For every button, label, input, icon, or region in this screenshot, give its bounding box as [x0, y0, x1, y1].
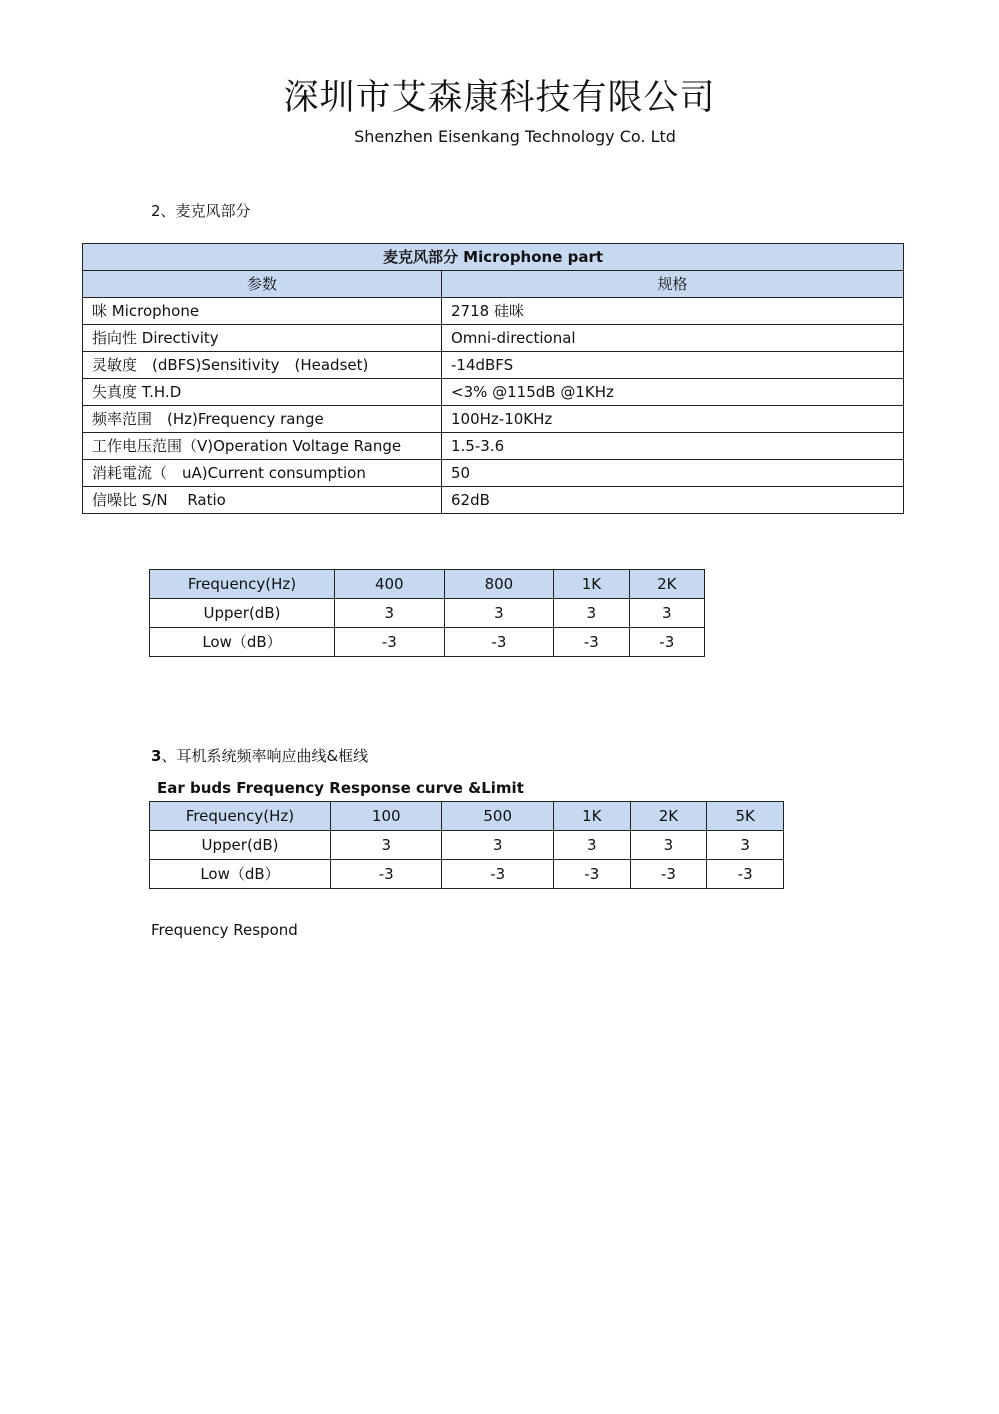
low-cell: -3: [554, 628, 629, 657]
spec-cell: 1.5-3.6: [442, 433, 904, 460]
frequency-cell: 1K: [554, 570, 629, 599]
spec-table-caption-row: [83, 244, 904, 271]
frequency-cell: 500: [442, 802, 553, 831]
microphone-frequency-limit-table: [149, 569, 705, 657]
param-cell: 消耗電流（ uA)Current consumption: [83, 460, 442, 487]
microphone-spec-table: [82, 243, 904, 514]
section-heading-microphone: 2、麦克风部分: [151, 202, 251, 220]
frequency-header-row: [150, 570, 705, 599]
frequency-cell: 2K: [629, 570, 704, 599]
spec-cell: 100Hz-10KHz: [442, 406, 904, 433]
param-cell: 灵敏度 (dBFS)Sensitivity (Headset): [83, 352, 442, 379]
table-row: [83, 352, 904, 379]
upper-cell: 3: [442, 831, 553, 860]
spec-table-caption: 麦克风部分 Microphone part: [83, 244, 904, 271]
low-cell: -3: [630, 860, 707, 889]
frequency-header-row: [150, 802, 784, 831]
upper-limit-row: [150, 831, 784, 860]
param-cell: 失真度 T.H.D: [83, 379, 442, 406]
column-header-param: 参数: [83, 271, 442, 298]
section-heading-text: 、耳机系统频率响应曲线&框线: [161, 747, 369, 765]
low-cell: -3: [707, 860, 784, 889]
low-cell: -3: [331, 860, 442, 889]
low-limit-row: [150, 628, 705, 657]
param-cell: 咪 Microphone: [83, 298, 442, 325]
table-row: [83, 406, 904, 433]
low-label: Low（dB）: [150, 860, 331, 889]
upper-cell: 3: [335, 599, 445, 628]
earbuds-frequency-limit-table: [149, 801, 784, 889]
low-cell: -3: [442, 860, 553, 889]
low-cell: -3: [444, 628, 554, 657]
spec-cell: 50: [442, 460, 904, 487]
low-cell: -3: [629, 628, 704, 657]
low-cell: -3: [335, 628, 445, 657]
low-limit-row: [150, 860, 784, 889]
frequency-cell: 1K: [553, 802, 630, 831]
param-cell: 信噪比 S/N Ratio: [83, 487, 442, 514]
upper-cell: 3: [331, 831, 442, 860]
frequency-cell: 100: [331, 802, 442, 831]
table-row: [83, 433, 904, 460]
low-cell: -3: [553, 860, 630, 889]
frequency-cell: 400: [335, 570, 445, 599]
table-row: [83, 379, 904, 406]
table-row: [83, 298, 904, 325]
frequency-cell: 800: [444, 570, 554, 599]
upper-cell: 3: [554, 599, 629, 628]
table-row: [83, 460, 904, 487]
frequency-cell: 2K: [630, 802, 707, 831]
spec-cell: 2718 硅咪: [442, 298, 904, 325]
upper-label: Upper(dB): [150, 831, 331, 860]
spec-cell: Omni-directional: [442, 325, 904, 352]
param-cell: 频率范围 (Hz)Frequency range: [83, 406, 442, 433]
upper-cell: 3: [629, 599, 704, 628]
upper-label: Upper(dB): [150, 599, 335, 628]
section-heading-earbuds: [151, 746, 368, 766]
column-header-spec: 规格: [442, 271, 904, 298]
company-name-cn: 深圳市艾森康科技有限公司: [283, 78, 716, 118]
earbuds-subheading: Ear buds Frequency Response curve &Limit: [157, 779, 524, 797]
upper-cell: 3: [630, 831, 707, 860]
spec-cell: 62dB: [442, 487, 904, 514]
frequency-cell: 5K: [707, 802, 784, 831]
low-label: Low（dB）: [150, 628, 335, 657]
upper-cell: 3: [444, 599, 554, 628]
spec-table-header-row: [83, 271, 904, 298]
frequency-respond-label: Frequency Respond: [151, 921, 298, 939]
table-row: [83, 487, 904, 514]
upper-limit-row: [150, 599, 705, 628]
upper-cell: 3: [707, 831, 784, 860]
upper-cell: 3: [553, 831, 630, 860]
section-number: 3: [151, 747, 162, 765]
spec-cell: -14dBFS: [442, 352, 904, 379]
spec-cell: <3% @115dB @1KHz: [442, 379, 904, 406]
table-row: [83, 325, 904, 352]
company-name-en: Shenzhen Eisenkang Technology Co. Ltd: [354, 127, 676, 146]
frequency-label: Frequency(Hz): [150, 570, 335, 599]
param-cell: 工作电压范围（V)Operation Voltage Range: [83, 433, 442, 460]
param-cell: 指向性 Directivity: [83, 325, 442, 352]
frequency-label: Frequency(Hz): [150, 802, 331, 831]
